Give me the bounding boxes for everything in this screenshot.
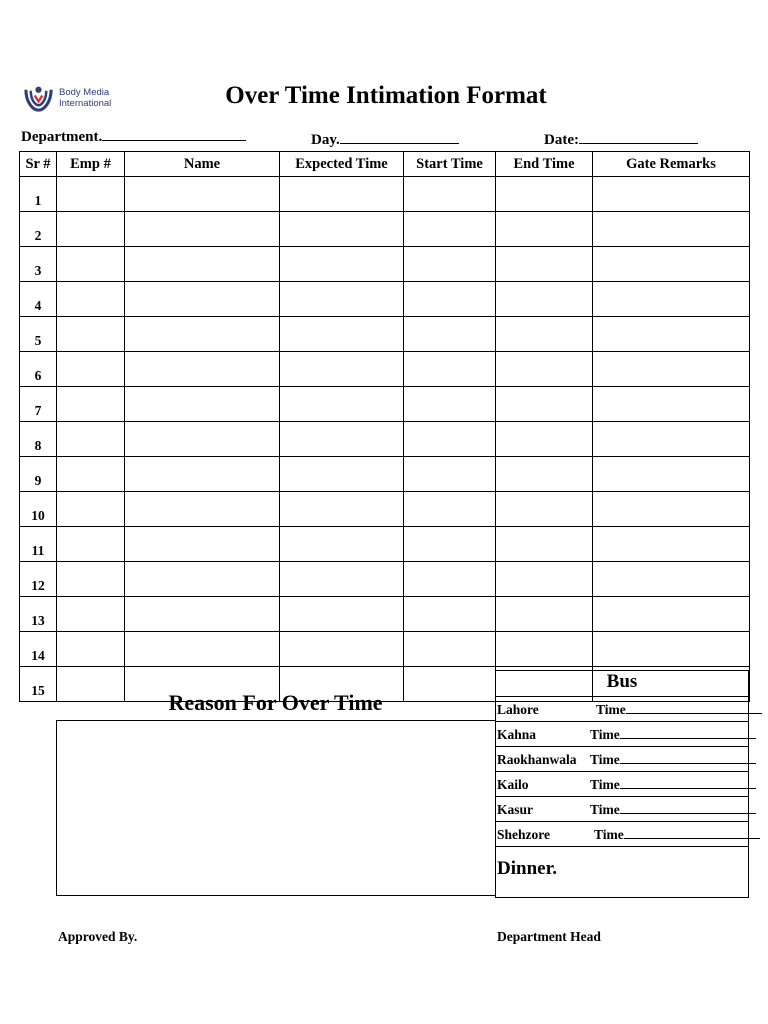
expected-time-cell[interactable] <box>280 457 404 492</box>
bus-time-blank[interactable] <box>620 751 756 764</box>
expected-time-cell[interactable] <box>280 562 404 597</box>
department-head-label: Department Head <box>497 929 601 944</box>
name-cell[interactable] <box>125 282 280 317</box>
bus-route-row <box>496 772 748 797</box>
sr-cell: 2 <box>20 212 57 247</box>
gate-remarks-cell[interactable] <box>593 317 750 352</box>
emp-cell[interactable] <box>57 562 125 597</box>
gate-remarks-cell[interactable] <box>593 247 750 282</box>
start-time-cell[interactable] <box>404 527 496 562</box>
end-time-cell[interactable] <box>496 247 593 282</box>
expected-time-cell[interactable] <box>280 527 404 562</box>
sr-cell: 11 <box>20 527 57 562</box>
header-name: Name <box>125 152 280 177</box>
table-row <box>20 177 750 212</box>
bus-route-row <box>496 722 748 747</box>
bus-route-name: Shehzore <box>497 827 550 842</box>
gate-remarks-cell[interactable] <box>593 457 750 492</box>
bus-panel <box>495 670 749 898</box>
emp-cell[interactable] <box>57 212 125 247</box>
table-row <box>20 387 750 422</box>
end-time-cell[interactable] <box>496 562 593 597</box>
bus-time-field <box>594 822 760 848</box>
sr-cell: 15 <box>20 667 57 702</box>
name-cell[interactable] <box>125 317 280 352</box>
expected-time-cell[interactable] <box>280 422 404 457</box>
emp-cell[interactable] <box>57 457 125 492</box>
expected-time-cell[interactable] <box>280 212 404 247</box>
sr-cell: 14 <box>20 632 57 667</box>
expected-time-cell[interactable] <box>280 492 404 527</box>
sr-cell: 10 <box>20 492 57 527</box>
bus-route-name: Kasur <box>497 802 534 817</box>
bus-route-name: Lahore <box>497 702 539 717</box>
logo-line-2: International <box>59 97 112 109</box>
logo-line-1: Body Media <box>59 86 110 98</box>
department-blank[interactable] <box>102 128 246 141</box>
bus-time-blank[interactable] <box>620 776 756 789</box>
bus-time-label: Time <box>590 727 620 742</box>
department-label: Department. <box>21 129 103 145</box>
bus-time-label: Time <box>590 777 620 792</box>
name-cell[interactable] <box>125 632 280 667</box>
end-time-cell[interactable] <box>496 352 593 387</box>
header-start-time: Start Time <box>404 152 496 177</box>
gate-remarks-cell[interactable] <box>593 492 750 527</box>
emp-cell[interactable] <box>57 492 125 527</box>
name-cell[interactable] <box>125 247 280 282</box>
department-field <box>21 128 246 146</box>
page-title: Over Time Intimation Format <box>225 82 547 109</box>
sr-cell: 1 <box>20 177 57 212</box>
end-time-cell[interactable] <box>496 177 593 212</box>
sr-cell: 13 <box>20 597 57 632</box>
expected-time-cell[interactable] <box>280 317 404 352</box>
sr-cell: 4 <box>20 282 57 317</box>
header-sr: Sr # <box>20 152 57 177</box>
start-time-cell[interactable] <box>404 422 496 457</box>
gate-remarks-cell[interactable] <box>593 282 750 317</box>
sr-cell: 7 <box>20 387 57 422</box>
name-cell[interactable] <box>125 177 280 212</box>
bus-route-row <box>496 822 748 847</box>
expected-time-cell[interactable] <box>280 247 404 282</box>
bus-time-label: Time <box>594 827 624 842</box>
bus-route-row <box>496 797 748 822</box>
dinner-label: Dinner. <box>497 858 558 879</box>
bus-time-label: Time <box>590 752 620 767</box>
table-row <box>20 527 750 562</box>
reason-box[interactable] <box>56 720 495 896</box>
bus-time-field <box>590 797 756 823</box>
table-row <box>20 492 750 527</box>
approved-by-label: Approved By. <box>58 929 138 944</box>
name-cell[interactable] <box>125 387 280 422</box>
overtime-table <box>19 151 750 702</box>
expected-time-cell[interactable] <box>280 387 404 422</box>
header-end-time: End Time <box>496 152 593 177</box>
start-time-cell[interactable] <box>404 597 496 632</box>
bus-route-name: Raokhanwala <box>497 752 577 767</box>
emp-cell[interactable] <box>57 527 125 562</box>
name-cell[interactable] <box>125 597 280 632</box>
table-row <box>20 352 750 387</box>
emp-cell[interactable] <box>57 632 125 667</box>
end-time-cell[interactable] <box>496 422 593 457</box>
table-row <box>20 422 750 457</box>
gate-remarks-cell[interactable] <box>593 352 750 387</box>
table-row <box>20 632 750 667</box>
end-time-cell[interactable] <box>496 212 593 247</box>
emp-cell[interactable] <box>57 177 125 212</box>
emp-cell[interactable] <box>57 317 125 352</box>
end-time-cell[interactable] <box>496 632 593 667</box>
expected-time-cell[interactable] <box>280 177 404 212</box>
start-time-cell[interactable] <box>404 457 496 492</box>
start-time-cell[interactable] <box>404 177 496 212</box>
bus-time-blank[interactable] <box>620 726 756 739</box>
end-time-cell[interactable] <box>496 317 593 352</box>
name-cell[interactable] <box>125 457 280 492</box>
sr-cell: 12 <box>20 562 57 597</box>
gate-remarks-cell[interactable] <box>593 632 750 667</box>
emp-cell[interactable] <box>57 597 125 632</box>
bus-time-field <box>596 697 762 723</box>
name-cell[interactable] <box>125 492 280 527</box>
expected-time-cell[interactable] <box>280 632 404 667</box>
bus-title: Bus <box>496 671 748 697</box>
emp-cell[interactable] <box>57 422 125 457</box>
expected-time-cell[interactable] <box>280 282 404 317</box>
end-time-cell[interactable] <box>496 387 593 422</box>
bus-route-name: Kahna <box>497 727 537 742</box>
reason-title: Reason For Over Time <box>168 690 383 715</box>
sr-cell: 9 <box>20 457 57 492</box>
bus-route-name: Kailo <box>497 777 529 792</box>
header-expected-time: Expected Time <box>280 152 404 177</box>
day-blank[interactable] <box>340 131 459 144</box>
table-header-row <box>20 152 750 177</box>
start-time-cell[interactable] <box>404 212 496 247</box>
bus-time-field <box>590 722 756 748</box>
sr-cell: 3 <box>20 247 57 282</box>
table-row <box>20 562 750 597</box>
end-time-cell[interactable] <box>496 527 593 562</box>
sr-cell: 6 <box>20 352 57 387</box>
end-time-cell[interactable] <box>496 282 593 317</box>
name-cell[interactable] <box>125 352 280 387</box>
table-row <box>20 597 750 632</box>
bus-time-blank[interactable] <box>626 701 762 714</box>
start-time-cell[interactable] <box>404 352 496 387</box>
start-time-cell[interactable] <box>404 282 496 317</box>
start-time-cell[interactable] <box>404 492 496 527</box>
table-row <box>20 317 750 352</box>
emp-cell[interactable] <box>57 282 125 317</box>
start-time-cell[interactable] <box>404 317 496 352</box>
bus-time-label: Time <box>596 702 626 717</box>
gate-remarks-cell[interactable] <box>593 212 750 247</box>
start-time-cell[interactable] <box>404 247 496 282</box>
table-row <box>20 212 750 247</box>
bus-time-field <box>590 772 756 798</box>
table-row <box>20 247 750 282</box>
gate-remarks-cell[interactable] <box>593 387 750 422</box>
day-field <box>311 131 459 149</box>
table-row <box>20 282 750 317</box>
header-gate-remarks: Gate Remarks <box>593 152 750 177</box>
bus-route-row <box>496 747 748 772</box>
gate-remarks-cell[interactable] <box>593 177 750 212</box>
expected-time-cell[interactable] <box>280 597 404 632</box>
bus-time-blank[interactable] <box>620 801 756 814</box>
gate-remarks-cell[interactable] <box>593 527 750 562</box>
name-cell[interactable] <box>125 422 280 457</box>
start-time-cell[interactable] <box>404 562 496 597</box>
emp-cell[interactable] <box>57 387 125 422</box>
name-cell[interactable] <box>125 562 280 597</box>
bus-time-blank[interactable] <box>624 826 760 839</box>
gate-remarks-cell[interactable] <box>593 597 750 632</box>
gate-remarks-cell[interactable] <box>593 422 750 457</box>
emp-cell[interactable] <box>57 247 125 282</box>
end-time-cell[interactable] <box>496 457 593 492</box>
header-emp: Emp # <box>57 152 125 177</box>
date-label: Date: <box>544 132 579 148</box>
day-label: Day. <box>311 132 340 148</box>
end-time-cell[interactable] <box>496 597 593 632</box>
name-cell[interactable] <box>125 212 280 247</box>
bus-time-field <box>590 747 756 773</box>
bus-route-row <box>496 697 748 722</box>
bus-time-label: Time <box>590 802 620 817</box>
start-time-cell[interactable] <box>404 632 496 667</box>
name-cell[interactable] <box>125 527 280 562</box>
table-row <box>20 457 750 492</box>
emp-cell[interactable] <box>57 352 125 387</box>
gate-remarks-cell[interactable] <box>593 562 750 597</box>
date-blank[interactable] <box>579 131 698 144</box>
start-time-cell[interactable] <box>404 387 496 422</box>
sr-cell: 8 <box>20 422 57 457</box>
sr-cell: 5 <box>20 317 57 352</box>
date-field <box>544 131 698 149</box>
end-time-cell[interactable] <box>496 492 593 527</box>
expected-time-cell[interactable] <box>280 352 404 387</box>
